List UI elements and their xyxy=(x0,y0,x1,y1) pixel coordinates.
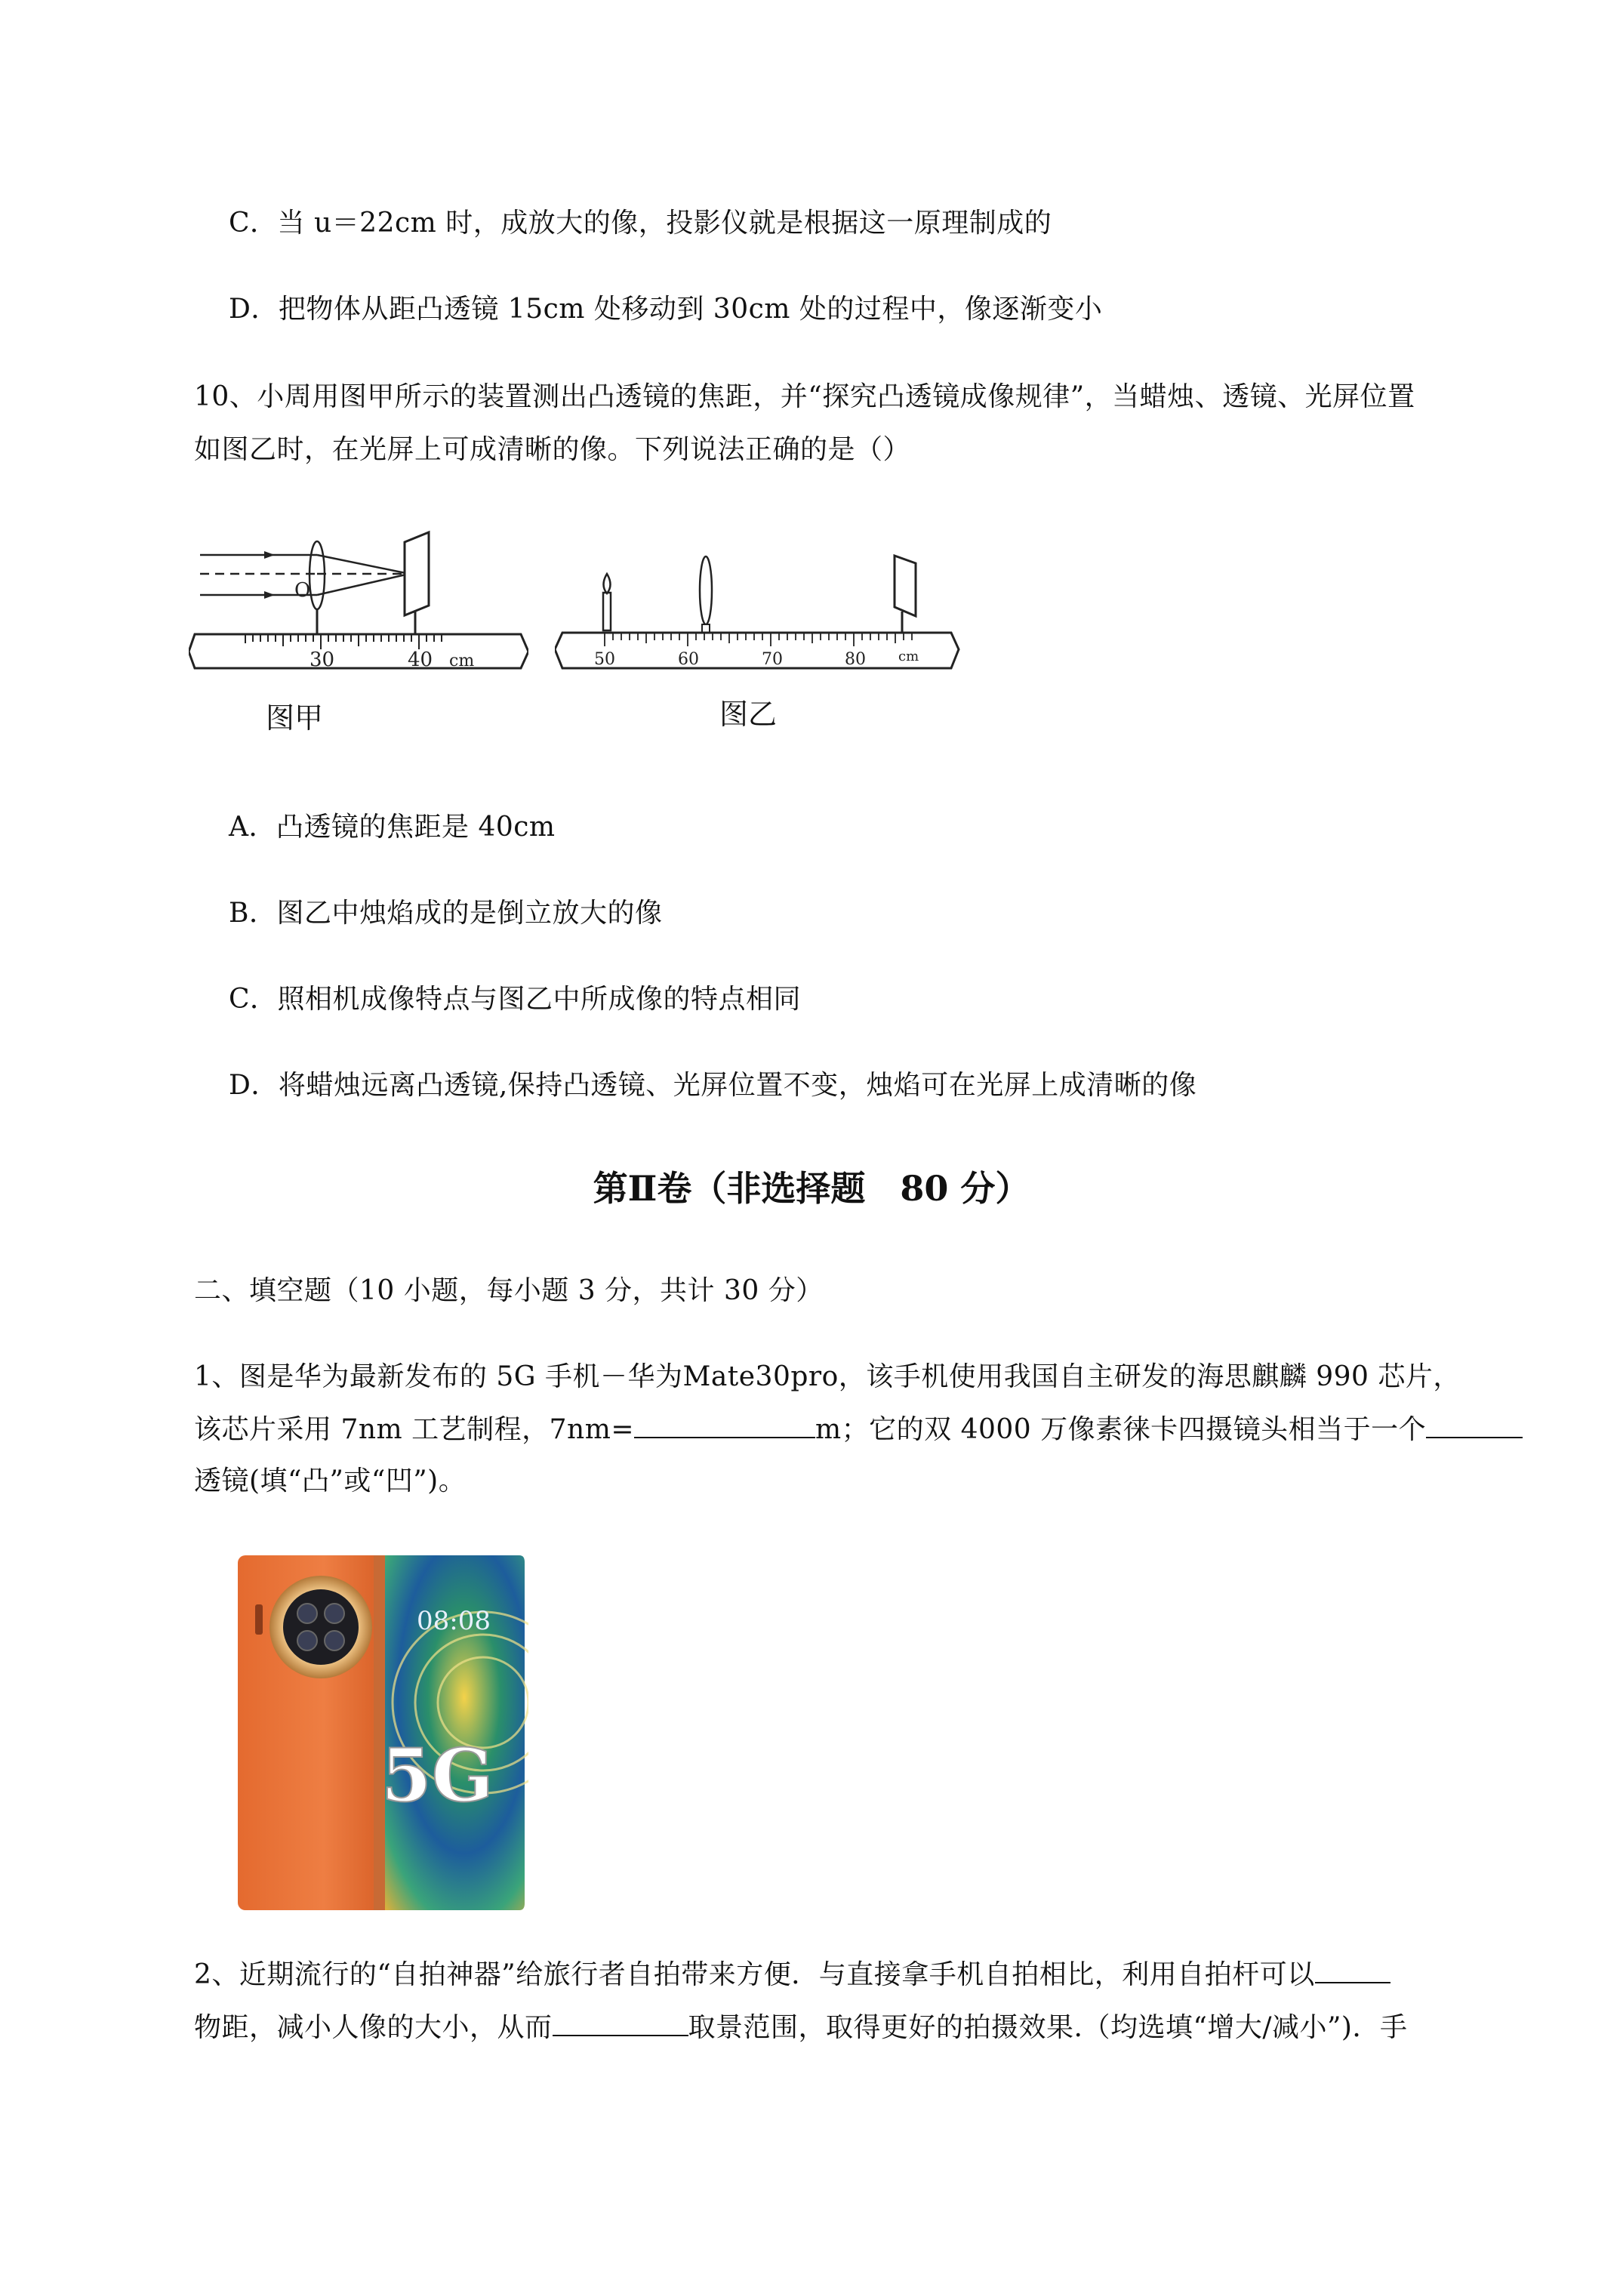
tick-unit-yi: cm xyxy=(898,649,919,664)
tick-30: 30 xyxy=(310,649,335,671)
phone-image xyxy=(234,1552,528,1914)
fill2-line1-text: 2、近期流行的“自拍神器”给旅行者自拍带来方便．与直接拿手机自拍相比，利用自拍杆可以 xyxy=(194,1959,1315,1990)
figure-yi xyxy=(555,544,962,680)
q9-option-d: D．把物体从距凸透镜 15cm 处移动到 30cm 处的过程中，像逐渐变小 xyxy=(229,294,1103,325)
convex-lens xyxy=(310,541,325,609)
figure-jia xyxy=(189,529,528,680)
fill2-line2 xyxy=(194,2010,1407,2046)
figure-yi-caption: 图乙 xyxy=(719,698,778,731)
light-screen-yi xyxy=(895,556,916,616)
q10-stem-line2: 如图乙时，在光屏上可成清晰的像。下列说法正确的是（） xyxy=(194,434,911,465)
light-screen xyxy=(405,532,429,615)
tick-50: 50 xyxy=(594,650,615,669)
tick-70: 70 xyxy=(762,650,783,669)
lens-center-label: O xyxy=(294,579,311,602)
fill1-blank1[interactable] xyxy=(634,1414,815,1438)
fill2-blank1[interactable] xyxy=(1315,1959,1390,1983)
q10-option-b: B．图乙中烛焰成的是倒立放大的像 xyxy=(229,898,663,929)
q10-option-d: D．将蜡烛远离凸透镜,保持凸透镜、光屏位置不变，烛焰可在光屏上成清晰的像 xyxy=(229,1070,1197,1101)
figure-jia-caption: 图甲 xyxy=(266,701,324,735)
phone-5g-badge: 5G xyxy=(381,1733,494,1818)
fill1-line2-part1: 该芯片采用 7nm 工艺制程，7nm= xyxy=(194,1414,635,1445)
fill2-line2-part1: 物距，减小人像的大小，从而 xyxy=(194,2012,553,2043)
fill2-line2-part2: 取景范围，取得更好的拍摄效果.（均选填“增大/减小”)．手 xyxy=(688,2012,1408,2043)
section-heading: 二、填空题（10 小题，每小题 3 分，共计 30 分） xyxy=(194,1275,824,1306)
tick-60: 60 xyxy=(678,650,699,669)
q9-option-c: C．当 u＝22cm 时，成放大的像，投影仪就是根据这一原理制成的 xyxy=(229,208,1052,239)
tick-40: 40 xyxy=(408,649,433,671)
fill1-line2 xyxy=(194,1412,1523,1448)
q10-option-a: A．凸透镜的焦距是 40cm xyxy=(229,812,556,843)
fill2-line1 xyxy=(194,1957,1390,1993)
phone-time: 08:08 xyxy=(417,1606,491,1636)
q10-stem-line1: 10、小周用图甲所示的装置测出凸透镜的焦距，并“探究凸透镜成像规律”，当蜡烛、透镜、光屏位置 xyxy=(194,381,1415,412)
candle xyxy=(603,574,611,630)
fill1-line3: 透镜(填“凸”或“凹”)。 xyxy=(194,1465,467,1496)
tick-80: 80 xyxy=(845,650,866,669)
fill1-line2-part2: m；它的双 4000 万像素徕卡四摄镜头相当于一个 xyxy=(815,1414,1427,1445)
tick-unit: cm xyxy=(449,652,475,670)
fill1-line1: 1、图是华为最新发布的 5G 手机－华为Mate30pro，该手机使用我国自主研发的海思麒麟 990 芯片， xyxy=(194,1361,1461,1392)
convex-lens-yi xyxy=(700,556,712,624)
q10-option-c: C．照相机成像特点与图乙中所成像的特点相同 xyxy=(229,984,802,1015)
fill1-blank2[interactable] xyxy=(1426,1414,1523,1438)
fill2-blank2[interactable] xyxy=(553,2012,688,2036)
section-title: 第Ⅱ卷（非选择题 80 分） xyxy=(593,1168,1030,1209)
